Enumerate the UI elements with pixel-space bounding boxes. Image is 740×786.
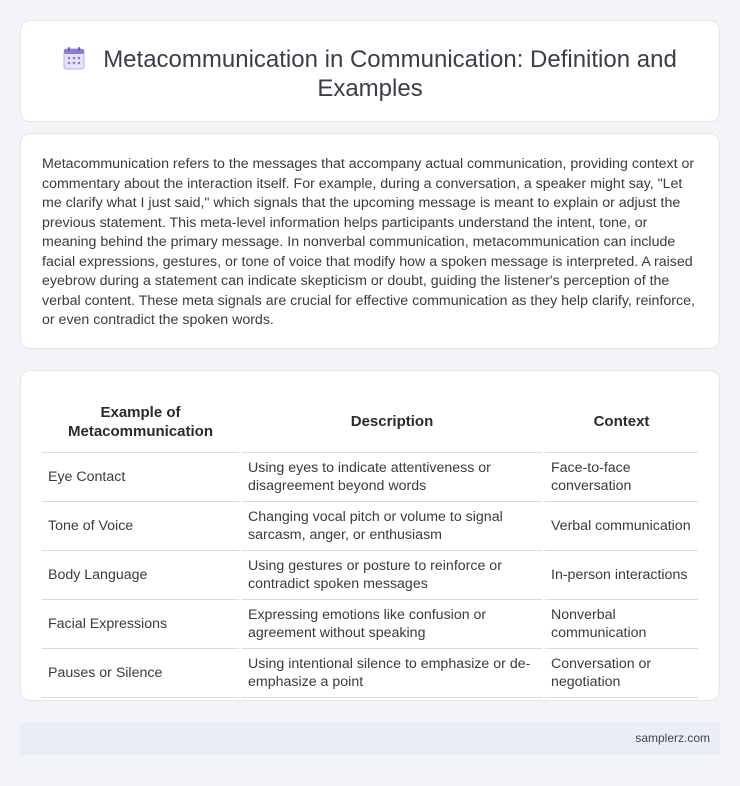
- page-title: Metacommunication in Communication: Definition and Examples: [103, 46, 677, 102]
- cell-context: In-person interactions: [545, 551, 698, 600]
- table-row: [42, 600, 698, 649]
- summary-card: [20, 133, 720, 349]
- cell-context: Conversation or negotiation: [545, 649, 698, 698]
- table-row: [42, 551, 698, 600]
- footer-site-link[interactable]: samplerz.com: [635, 731, 710, 745]
- cell-context: Face-to-face conversation: [545, 453, 698, 502]
- header-context: Context: [545, 391, 698, 453]
- cell-description: Using eyes to indicate attentiveness or disagreement beyond words: [242, 453, 542, 502]
- header-description: Description: [242, 391, 542, 453]
- calendar-icon: [63, 46, 85, 70]
- cell-context: Nonverbal communication: [545, 600, 698, 649]
- table-header-row: [42, 391, 698, 453]
- table-row: [42, 453, 698, 502]
- cell-description: Changing vocal pitch or volume to signal sarcasm, anger, or enthusiasm: [242, 502, 542, 551]
- summary-paragraph: Metacommunication refers to the messages that accompany actual communication, providing context or commentary about the interaction itself. For example, during a conversation, a speaker might say, "Let me clarify what I just said," which signals that the upcoming message is meant to explain or adjust the previous statement. This meta-level information helps participants understand the intent, tone, or meaning behind the primary message. In nonverbal communication, metacommunication can include facial expressions, gestures, or tone of voice that modify how a spoken message is interpreted. A raised eyebrow during a statement can indicate skepticism or doubt, guiding the listener's perception of the verbal content. These meta signals are crucial for effective communication as they help clarify, reinforce, or even contradict the spoken words.: [42, 156, 695, 328]
- footer: [20, 722, 720, 755]
- header-example: Example of Metacommunication: [42, 391, 239, 453]
- cell-example: Pauses or Silence: [42, 649, 239, 698]
- cell-example: Tone of Voice: [42, 502, 239, 551]
- table-card: [20, 370, 720, 701]
- cell-description: Expressing emotions like confusion or agreement without speaking: [242, 600, 542, 649]
- cell-description: Using gestures or posture to reinforce or contradict spoken messages: [242, 551, 542, 600]
- cell-example: Body Language: [42, 551, 239, 600]
- cell-context: Verbal communication: [545, 502, 698, 551]
- examples-table: [42, 391, 698, 698]
- table-row: [42, 649, 698, 698]
- page-title-wrap: [21, 45, 719, 103]
- title-card: [20, 20, 720, 122]
- table-row: [42, 502, 698, 551]
- cell-description: Using intentional silence to emphasize or de-emphasize a point: [242, 649, 542, 698]
- cell-example: Eye Contact: [42, 453, 239, 502]
- cell-example: Facial Expressions: [42, 600, 239, 649]
